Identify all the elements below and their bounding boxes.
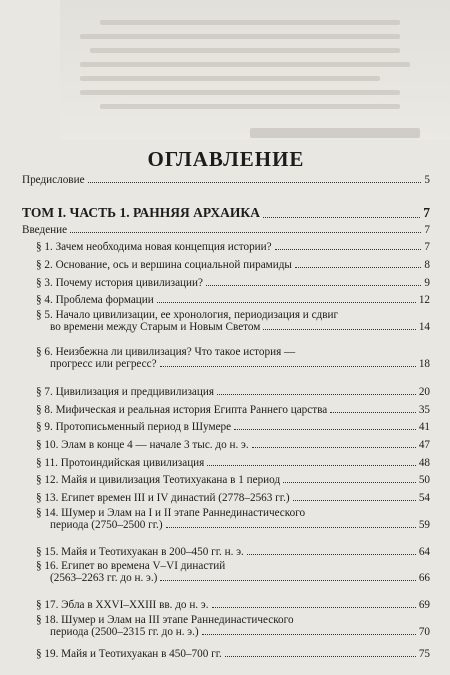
leader-dots	[234, 429, 416, 430]
toc-entry	[22, 599, 430, 611]
toc-page-number: 14	[418, 321, 430, 333]
leader-dots	[202, 634, 416, 635]
toc-entry	[22, 474, 430, 486]
toc-page-number: 69	[418, 599, 430, 611]
toc-page-number: 50	[418, 474, 430, 486]
toc-label: § 14. Шумер и Элам на I и II этапе Раннединастического	[36, 507, 306, 519]
toc-page-number: 7	[424, 224, 430, 236]
toc-label-continued: прогресс или регресс?	[50, 358, 157, 370]
toc-label: § 1. Зачем необходима новая концепция истории?	[36, 241, 272, 253]
toc-label-continued: во времени между Старым и Новым Светом	[50, 321, 261, 333]
page-title: ОГЛАВЛЕНИЕ	[147, 147, 305, 171]
toc-entry	[22, 294, 430, 306]
toc-entry	[22, 614, 430, 638]
toc-label: § 10. Элам в конце 4 — начале 3 тыс. до н. э.	[36, 439, 249, 451]
toc-entry	[22, 457, 430, 469]
toc-page-number: 70	[418, 626, 430, 638]
toc-label: § 13. Египет времен III и IV династий (2778–2563 гг.)	[36, 492, 290, 504]
toc-page-number: 5	[424, 174, 430, 186]
toc-label: § 15. Майя и Теотихуакан в 200–450 гг. н. э.	[36, 546, 244, 558]
toc-page-number: 41	[418, 421, 430, 433]
toc-page-number: 47	[418, 439, 430, 451]
toc-entry	[22, 309, 430, 333]
leader-dots	[160, 580, 415, 581]
toc-entry	[22, 346, 430, 370]
toc-label: Введение	[22, 224, 68, 236]
toc-entry	[22, 507, 430, 531]
toc-label: § 5. Начало цивилизации, ее хронология, периодизация и сдвиг	[36, 309, 339, 321]
toc-entry	[22, 439, 430, 451]
toc-page-number: 54	[418, 492, 430, 504]
leader-dots	[275, 249, 422, 250]
toc-part-heading	[22, 205, 430, 221]
leader-dots	[295, 267, 421, 268]
toc-entry	[22, 546, 430, 558]
leader-dots	[70, 232, 421, 233]
toc-label-continued: периода (2500–2315 гг. до н. э.)	[50, 626, 199, 638]
toc-label: § 17. Эбла в XXVI–XXIII вв. до н. э.	[36, 599, 209, 611]
toc-page-number: 64	[418, 546, 430, 558]
toc-intro	[22, 224, 430, 236]
toc-label: § 2. Основание, ось и вершина социальной пирамиды	[36, 259, 292, 271]
toc-label: § 6. Неизбежна ли цивилизация? Что такое история —	[36, 346, 296, 358]
toc-preface	[22, 174, 430, 186]
toc-label: § 16. Египет во времена V–VI династий	[36, 560, 226, 572]
leader-dots	[217, 394, 416, 395]
toc-label: § 18. Шумер и Элам на III этапе Раннединастического	[36, 614, 294, 626]
leader-dots	[330, 412, 416, 413]
toc-page-number: 9	[424, 277, 430, 289]
toc-label: § 3. Почему история цивилизации?	[36, 277, 203, 289]
toc-entry	[22, 560, 430, 584]
toc-entry	[22, 404, 430, 416]
toc-label: § 11. Протоиндийская цивилизация	[36, 457, 205, 469]
toc-entry	[22, 421, 430, 433]
leader-dots	[293, 500, 416, 501]
leader-dots	[88, 182, 422, 183]
toc-page-number: 7	[423, 205, 430, 220]
toc-label: § 12. Майя и цивилизация Теотихуакана в 1 период	[36, 474, 281, 486]
leader-dots	[247, 554, 416, 555]
toc-page-number: 66	[418, 572, 430, 584]
leader-dots	[206, 285, 421, 286]
toc-page-number: 75	[418, 648, 430, 660]
leader-dots	[283, 482, 416, 483]
leader-dots	[252, 447, 416, 448]
toc-label: Предисловие	[22, 174, 85, 186]
leader-dots	[263, 217, 420, 218]
leader-dots	[263, 329, 415, 330]
toc-label: § 7. Цивилизация и предцивилизация	[36, 386, 214, 398]
toc-entry	[22, 241, 430, 253]
toc-entry	[22, 492, 430, 504]
toc-page-number: 35	[418, 404, 430, 416]
toc-label: § 4. Проблема формации	[36, 294, 154, 306]
toc-entry	[22, 277, 430, 289]
toc-label-continued: периода (2750–2500 гг.)	[50, 519, 163, 531]
toc-label: § 9. Протописьменный период в Шумере	[36, 421, 232, 433]
toc-label: § 8. Мифическая и реальная история Египта Раннего царства	[36, 404, 328, 416]
toc-page-number: 59	[418, 519, 430, 531]
toc-entry	[22, 259, 430, 271]
leader-dots	[157, 302, 416, 303]
toc-label-continued: (2563–2263 гг. до н. э.)	[50, 572, 158, 584]
toc-label: ТОМ I. ЧАСТЬ 1. РАННЯЯ АРХАИКА	[22, 205, 260, 220]
leader-dots	[166, 527, 416, 528]
toc-page-number: 18	[418, 358, 430, 370]
toc-page-number: 20	[418, 386, 430, 398]
leader-dots	[160, 366, 416, 367]
toc-page-number: 48	[418, 457, 430, 469]
toc-entry	[22, 648, 430, 660]
toc-page-number: 12	[418, 294, 430, 306]
toc-page-number: 8	[424, 259, 430, 271]
leader-dots	[225, 656, 416, 657]
leader-dots	[212, 607, 416, 608]
toc-label: § 19. Майя и Теотихуакан в 450–700 гг.	[36, 648, 222, 660]
toc-page	[22, 0, 430, 675]
leader-dots	[207, 465, 416, 466]
toc-page-number: 7	[424, 241, 430, 253]
toc-entry	[22, 386, 430, 398]
